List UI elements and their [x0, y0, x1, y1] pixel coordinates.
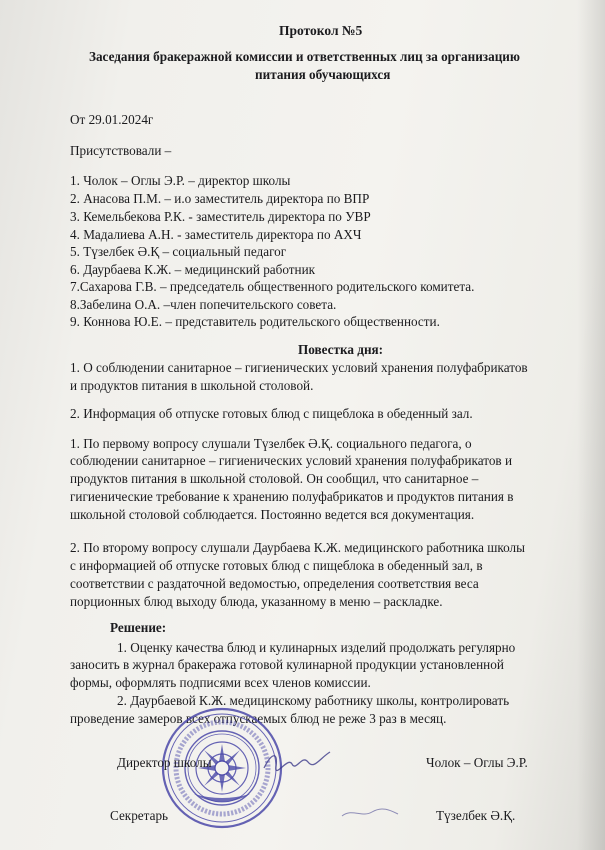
agenda-item-1-line-2: и продуктов питания в школьной столовой.: [70, 378, 314, 393]
paragraph-line: с информацией об отпуске готовых блюд с пищеблока в обеденный зал, в: [70, 558, 483, 573]
decision-label: Решение:: [110, 620, 167, 635]
decision-line: формы, оформлять подписями всех членов комиссии.: [70, 675, 371, 690]
attendee-item: 6. Даурбаева К.Ж. – медицинский работник: [70, 262, 316, 277]
attendee-item: 8.Забелина О.А. –член попечительского совета.: [70, 297, 337, 312]
agenda-item-2: 2. Информация об отпуске готовых блюд с пищеблока в обеденный зал.: [70, 406, 473, 421]
present-label: Присутствовали –: [70, 143, 172, 158]
paragraph-line: 2. По второму вопросу слушали Даурбаева К.Ж. медицинского работника школы: [70, 540, 525, 555]
director-signature: [262, 748, 332, 774]
decision-line: 1. Оценку качества блюд и кулинарных изделий продолжать регулярно: [117, 640, 516, 655]
decision-line: 2. Даурбаевой К.Ж. медицинскому работнику школы, контролировать: [117, 693, 510, 708]
paragraph-line: соответствии с раздаточной ведомостью, определения соответствия веса: [70, 576, 479, 591]
secretary-sign-label: Секретарь: [110, 808, 169, 823]
agenda-title: Повестка дня:: [298, 342, 384, 357]
attendee-item: 2. Анасова П.М. – и.о заместитель директора по ВПР: [70, 191, 370, 206]
paragraph-line: 1. По первому вопросу слушали Түзелбек Ә.Қ. социального педагога, о: [70, 436, 472, 451]
decision-line: заносить в журнал бракеража готовой кулинарной продукции установленной: [70, 657, 504, 672]
attendee-item: 5. Түзелбек Ә.Қ – социальный педагог: [70, 244, 287, 259]
secretary-signature: [340, 806, 400, 820]
secretary-name: Түзелбек Ә.Қ.: [436, 808, 516, 823]
decision-line: проведение замеров всех отпускаемых блюд не реже 3 раз в месяц.: [70, 711, 447, 726]
protocol-subtitle-line-1: Заседания бракеражной комиссии и ответственных лиц за организацию: [89, 49, 520, 64]
attendee-item: 4. Мадалиева А.Н. - заместитель директора по АХЧ: [70, 227, 362, 242]
agenda-item-1-line-1: 1. О соблюдении санитарное – гигиенических условий хранения полуфабрикатов: [70, 360, 528, 375]
protocol-title: Протокол №5: [279, 23, 363, 38]
director-sign-label: Директор школы: [117, 755, 212, 770]
paragraph-line: соблюдении санитарное – гигиенических условий хранения полуфабрикатов и: [70, 453, 513, 468]
page-shadow: [577, 0, 605, 850]
paragraph-line: порционных блюд выходу блюда, указанному в меню – раскладке.: [70, 594, 443, 609]
paragraph-line: гигиенические требование к хранению полуфабрикатов и продуктов питания в: [70, 489, 514, 504]
attendee-item: 1. Чолок – Оглы Э.Р. – директор школы: [70, 173, 291, 188]
paragraph-line: продуктов питания в школьной столовой. Он сообщил, что санитарное –: [70, 471, 479, 486]
director-name: Чолок – Оглы Э.Р.: [426, 755, 528, 770]
attendee-item: 7.Сахарова Г.В. – председатель общественного родительского комитета.: [70, 279, 475, 294]
paragraph-line: школьной столовой соблюдается. Постоянно ведется вся документация.: [70, 507, 475, 522]
attendee-item: 9. Коннова Ю.Е. – представитель родительского общественности.: [70, 314, 440, 329]
protocol-date: От 29.01.2024г: [70, 112, 154, 127]
protocol-subtitle-line-2: питания обучающихся: [255, 67, 391, 82]
attendee-item: 3. Кемельбекова Р.К. - заместитель директора по УВР: [70, 209, 371, 224]
